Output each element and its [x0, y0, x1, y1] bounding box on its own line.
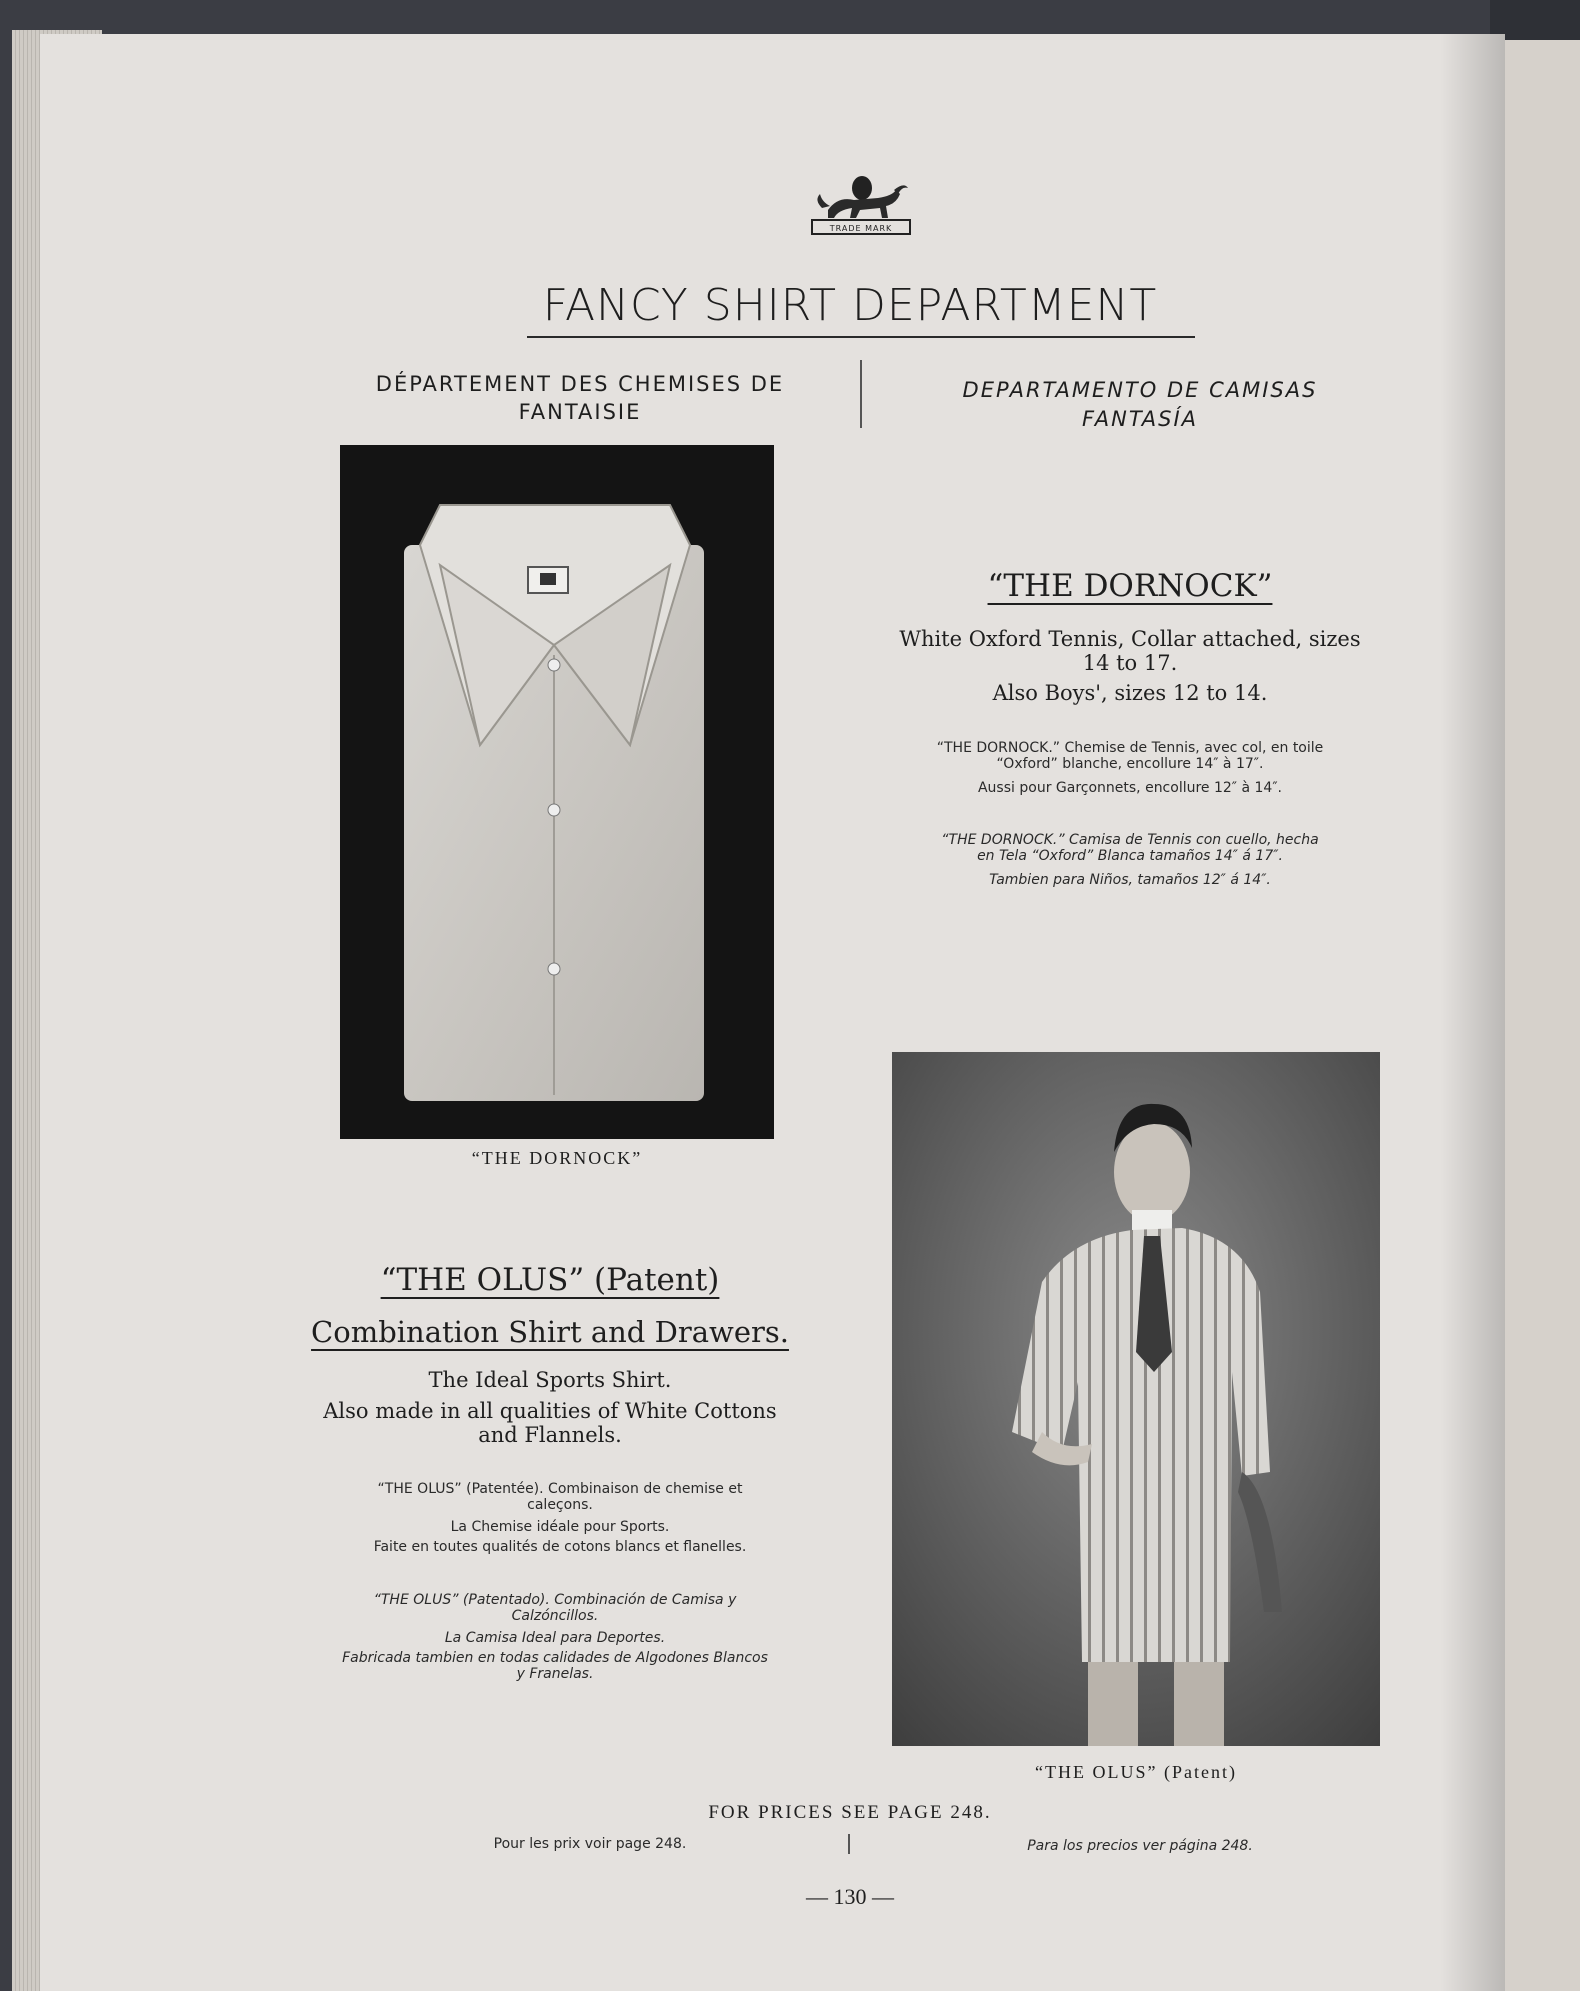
olus-fr-line1: “THE OLUS” (Patentée). Combinaison de chemise et [377, 1481, 743, 1497]
dornock-fr-line2: “Oxford” blanche, encollure 14″ à 17″. [996, 756, 1264, 772]
prices-spanish: Para los precios ver página 248. [1027, 1838, 1253, 1854]
facing-page-edge [1500, 40, 1580, 1991]
lion-trademark-logo [808, 160, 914, 240]
olus-heading: “THE OLUS” (Patent) [380, 1262, 720, 1298]
man-in-shirt-image [892, 1052, 1380, 1746]
dornock-fr-line1: “THE DORNOCK.” Chemise de Tennis, avec col, en toile [936, 740, 1324, 756]
subtitle-fr-line2: FANTAISIE [518, 400, 642, 424]
olus-es-line5: y Franelas. [516, 1666, 594, 1682]
olus-es-line1: “THE OLUS” (Patentado). Combinación de Camisa y [373, 1592, 737, 1608]
olus-es-line3: La Camisa Ideal para Deportes. [444, 1630, 666, 1646]
subtitle-es-line1: DEPARTAMENTO DE CAMISAS [962, 378, 1318, 402]
subtitle-divider [860, 360, 862, 428]
olus-en-line3: and Flannels. [478, 1423, 622, 1447]
dornock-french-text [860, 740, 1400, 796]
olus-spanish-text [290, 1592, 820, 1682]
olus-en-line1: The Ideal Sports Shirt. [428, 1368, 672, 1392]
footer-divider [848, 1834, 850, 1854]
dornock-heading: “THE DORNOCK” [987, 568, 1273, 604]
dornock-fr-line3: Aussi pour Garçonnets, encollure 12″ à 14″. [977, 780, 1283, 796]
dornock-spanish-text [860, 832, 1400, 888]
olus-es-line2: Calzóncillos. [511, 1608, 599, 1624]
prices-english: FOR PRICES SEE PAGE 248. [708, 1802, 992, 1823]
olus-en-line2: Also made in all qualities of White Cottons [323, 1399, 777, 1423]
trademark-label: TRADE MARK [829, 224, 893, 233]
subtitle-spanish [900, 376, 1380, 434]
olus-fr-line4: Faite en toutes qualités de cotons blancs et flanelles. [373, 1539, 747, 1555]
folded-shirt-image [340, 445, 774, 1139]
dornock-english-text [850, 627, 1410, 705]
dornock-photo-caption: “THE DORNOCK” [471, 1148, 643, 1168]
olus-french-text [300, 1481, 820, 1555]
page-title: FANCY SHIRT DEPARTMENT [542, 280, 1158, 331]
dornock-en-line2: 14 to 17. [1082, 651, 1178, 675]
spine-shadow [1440, 34, 1505, 1991]
dornock-en-line3: Also Boys', sizes 12 to 14. [992, 681, 1268, 705]
subtitle-french [330, 370, 830, 426]
dornock-es-line3: Tambien para Niños, tamaños 12″ á 14″. [989, 872, 1271, 888]
olus-fr-line2: caleçons. [527, 1497, 593, 1513]
page-number: — 130 — [806, 1884, 894, 1909]
dornock-es-line1: “THE DORNOCK.” Camisa de Tennis con cuello, hecha [941, 832, 1319, 848]
subtitle-es-line2: FANTASÍA [1081, 407, 1199, 431]
olus-es-line4: Fabricada tambien en todas calidades de Algodones Blancos [342, 1650, 768, 1666]
title-underline [527, 336, 1195, 338]
olus-photo-caption: “THE OLUS” (Patent) [1035, 1762, 1237, 1782]
prices-french: Pour les prix voir page 248. [493, 1836, 687, 1852]
olus-fr-line3: La Chemise idéale pour Sports. [450, 1519, 670, 1535]
dornock-shirt-photo [340, 445, 774, 1139]
dornock-es-line2: en Tela “Oxford” Blanca tamaños 14″ á 17″. [977, 848, 1283, 864]
olus-model-photo [892, 1052, 1380, 1746]
olus-english-text [270, 1368, 830, 1447]
dornock-en-line1: White Oxford Tennis, Collar attached, sizes [899, 627, 1361, 651]
subtitle-fr-line1: DÉPARTEMENT DES CHEMISES DE [375, 372, 785, 396]
olus-subheading: Combination Shirt and Drawers. [311, 1315, 789, 1349]
